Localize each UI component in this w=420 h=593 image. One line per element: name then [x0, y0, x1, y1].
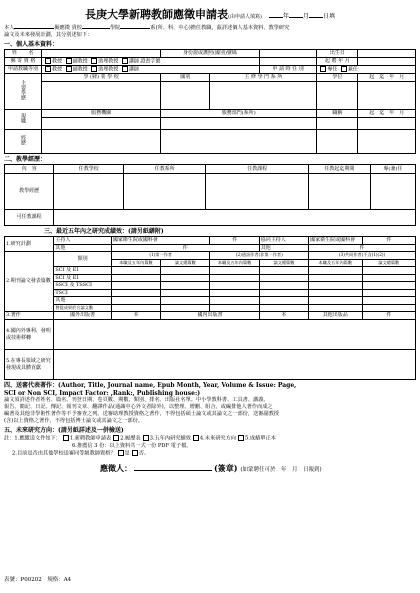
pi-label: 主持人 [54, 237, 112, 245]
form-title: 長庚大學新聘教師應徵申請表 [85, 8, 229, 21]
signature-field[interactable] [134, 470, 212, 471]
journal-cell[interactable] [161, 267, 210, 275]
month-blank[interactable] [289, 17, 303, 18]
journal-cell[interactable] [161, 289, 210, 297]
college-blank[interactable] [82, 28, 110, 29]
signature-row [100, 463, 416, 474]
year-label: 年 [282, 13, 289, 20]
job-history-period[interactable] [358, 130, 416, 154]
rank-lect-label: 講師 [128, 66, 139, 73]
sub-header-2: 論文總篇數 [161, 259, 210, 267]
section4-para-2: 報告、簡記、日記、傳記、報刊文章、翻譯作品(通識中心外文者除外)，以整理、增刪、組合、或編排他人著作而成之 [4, 404, 273, 410]
copi-label: 協同主持人 [259, 237, 308, 245]
other-pub-count[interactable]: 件 [362, 312, 415, 320]
edu-major-field[interactable] [210, 82, 317, 110]
section3-heading: 三、最近五年內之研究成績效：(請另紙繕附) [44, 228, 164, 235]
journal-cell[interactable] [111, 297, 160, 305]
rank-prof-label: 教授 [51, 66, 62, 73]
journal-cell[interactable] [309, 274, 362, 282]
teach-dept-field[interactable] [124, 174, 206, 210]
section4-para-1: 論文須詳述作者姓名、篇名、刊登日期、卷頁數、期數、類別、排名、出版社名單。中小學教科書、工具書、講義、 [4, 397, 269, 403]
intro-apply: 擬應徵 貴校 [54, 25, 82, 31]
journal-cell[interactable] [309, 282, 362, 290]
journal-cell[interactable] [210, 289, 259, 297]
applicant-name-blank[interactable] [14, 28, 54, 29]
cert-assoc-checkbox[interactable] [66, 58, 72, 64]
job-history-org[interactable] [41, 130, 160, 154]
teach-course-header: 任教課程 [206, 165, 309, 174]
intro-dept: 系(所、科、中心)擔任教職，茲詳述個人基本資料、教學研究 [150, 25, 290, 31]
teach-school-header: 任教學校 [54, 165, 124, 174]
journal-cell[interactable] [161, 282, 210, 290]
journal-cell[interactable] [362, 274, 415, 282]
rank-assoc-label: 副教授 [72, 66, 88, 73]
doc-1-label: 1.新聘教師申請表 [69, 435, 112, 442]
journal-type-row: SCI 及 EI [54, 274, 112, 282]
doc-3-checkbox[interactable] [143, 435, 149, 441]
job-history-dept[interactable] [161, 130, 317, 154]
notes-line1 [4, 435, 416, 443]
edu-side-text: 主要學歷 [19, 80, 26, 101]
journal-cell[interactable] [259, 304, 308, 312]
fulltime-label: 專任 [327, 66, 338, 73]
intro-self: 本人 [4, 25, 15, 31]
yes-label: 是 [124, 450, 130, 456]
id-field[interactable] [259, 50, 317, 58]
domestic-book-count[interactable]: 本 [259, 312, 308, 320]
year-blank[interactable] [269, 17, 283, 18]
domestic-book-label: 國內出版書 [161, 312, 260, 320]
name-label: 姓 名 [5, 50, 42, 58]
cert-asst-label: 助理教授 [98, 58, 119, 65]
job-title-field[interactable] [317, 118, 358, 130]
section4-line2: SCI or Non SCI, Impact Factor: ,Rank:, Publishing house:) [4, 390, 201, 397]
job-org-field[interactable] [41, 118, 160, 130]
teach-school-field[interactable] [54, 174, 124, 210]
cert-lect-checkbox[interactable] [122, 58, 128, 64]
journal-cell[interactable] [309, 304, 362, 312]
books-label: 3.著作 [5, 312, 54, 320]
foreign-book-count[interactable]: 本 [111, 312, 160, 320]
first-author-header: (1)第一作者 [111, 252, 210, 260]
research-plan-label: 1.研究計劃 [5, 237, 54, 252]
section5-heading: 五、未來研究方向：(請另紙詳述及一併檢送) [4, 427, 124, 434]
journal-cell[interactable] [210, 267, 259, 275]
edu-period-header: 起 迄 年 月 [358, 74, 416, 82]
journal-type-row: TSCI [54, 289, 112, 297]
job-history-text: 經歷 [19, 135, 26, 146]
applicant-label: 應徵人： [100, 463, 132, 473]
sub-header-1: 本職及五年內篇數 [111, 259, 160, 267]
parttime-checkbox[interactable] [341, 66, 347, 72]
fulltime-checkbox[interactable] [320, 66, 326, 72]
contribution-field[interactable] [54, 350, 416, 380]
journal-cell[interactable] [362, 297, 415, 305]
teach-dept-header: 任教系所 [124, 165, 206, 174]
section4-para-3: 編著及其他非學術性著作等不予審查之列。送審助理教授資格之著作，不得包括碩士論文或其論文之一部份，送審副教授 [4, 411, 279, 417]
journal-cell[interactable] [259, 282, 308, 290]
title-note: (由申請人填寫) [228, 14, 262, 20]
pi-other-count[interactable]: 件 [111, 244, 259, 252]
journal-type-row: 其他 [54, 297, 112, 305]
journal-cell[interactable] [362, 289, 415, 297]
sub-header-6: 論文總篇數 [362, 259, 415, 267]
journal-cell[interactable] [309, 289, 362, 297]
edu-major-header: 主 修 學 門 系 所 [210, 74, 317, 82]
rank-lect-checkbox[interactable] [122, 66, 128, 72]
job-period-field[interactable] [358, 118, 416, 130]
cert-assoc-label: 副教授 [72, 58, 88, 65]
name-field[interactable] [41, 50, 160, 58]
job-side-label [5, 110, 42, 130]
teach-type-header: 專(兼)任 [370, 165, 415, 174]
journal-cell[interactable] [309, 267, 362, 275]
rank-label: 申請教職等別 [5, 66, 42, 74]
teach-type-field[interactable] [370, 174, 415, 210]
edu-country-header: 國別 [161, 74, 210, 82]
report-note: (如蒙聘任可於 年 月 日報到) [240, 467, 322, 473]
journal-cell[interactable] [111, 282, 160, 290]
edu-country-field[interactable] [161, 82, 210, 110]
section2-heading: 二、教學經歷： [4, 156, 47, 163]
edu-period-field[interactable] [358, 82, 416, 110]
journal-cell[interactable] [161, 304, 210, 312]
journal-type-row: SCI 及 EI [54, 267, 112, 275]
job-history-title[interactable] [317, 130, 358, 154]
journal-cell[interactable] [210, 282, 259, 290]
journal-label: 2.期刊論文發表篇數 [5, 252, 54, 312]
cert-label: 郵 寄 資 格 [5, 58, 42, 66]
cert-lect-label: 講師 [128, 58, 139, 65]
journal-cell[interactable] [161, 297, 210, 305]
employ-type-label: 申 請 時 任 別 [259, 66, 317, 74]
cert-options [41, 58, 259, 66]
edu-degree-header: 學位 [317, 74, 358, 82]
pi-other-label: 其他 [54, 244, 112, 252]
contribution-label: 5.在專長領域之研究發現或具體貢獻 [5, 350, 54, 380]
rank-assoc-checkbox[interactable] [66, 66, 72, 72]
copi-nhri-label: 國家衛生院或國科會 [309, 237, 362, 245]
job-dept-field[interactable] [161, 118, 317, 130]
journal-cell[interactable] [362, 282, 415, 290]
copi-nhri-count[interactable]: 件 [362, 237, 415, 245]
journal-cell[interactable] [111, 274, 160, 282]
job-title-header: 職稱 [317, 110, 358, 118]
journal-cell[interactable] [309, 297, 362, 305]
teach-period-field[interactable] [309, 174, 371, 210]
section4-heading: 四、送審代表著作：(Author, Title, Journal name, Epub Month, Year, Volume & Issue: Page, [4, 382, 297, 389]
edu-side-label [5, 74, 42, 110]
doc-2-label: 2.履歷表 [120, 435, 141, 442]
rank-asst-label: 助理教授 [98, 66, 119, 73]
section1-heading: 一、個人基本資料： [4, 41, 59, 48]
hire-date-label: 起 聘 年 月 [317, 58, 358, 66]
cert-asst-checkbox[interactable] [91, 58, 97, 64]
copi-other-label: 其他 [259, 244, 308, 252]
no-checkbox[interactable] [132, 450, 138, 456]
job-org-header: 服務機關 [41, 110, 160, 118]
intro-college: 學院 [109, 25, 121, 31]
notes-prefix: 註：1.應繳送文件如下： [4, 435, 61, 442]
doc-5-checkbox[interactable] [238, 435, 244, 441]
patent-field[interactable] [54, 320, 416, 350]
id-label: 身份證或護照(國別)號碼 [161, 50, 260, 58]
intro-text [4, 25, 416, 39]
job-current-text: 現職 [19, 113, 26, 124]
cert-prof-checkbox[interactable] [45, 58, 51, 64]
job-history-label [5, 130, 42, 154]
copi-other-count[interactable]: 件 [309, 244, 416, 252]
doc-2-checkbox[interactable] [113, 435, 119, 441]
rank-prof-checkbox[interactable] [45, 66, 51, 72]
journal-cell[interactable] [111, 289, 160, 297]
day-label: 日填 [322, 13, 335, 20]
co-author-header: (3)共同作者(不含(1)(2)) [309, 252, 416, 260]
journal-cell[interactable] [259, 289, 308, 297]
teaching-table [4, 164, 416, 226]
birth-label: 出生日 [317, 50, 358, 58]
teach-content-header: 內 容 [5, 165, 54, 174]
teach-period-header: 任教起迄期間 [309, 165, 371, 174]
journal-cell[interactable] [111, 267, 160, 275]
journal-type-row: 曾提成果於合論文數 [54, 304, 112, 312]
corr-author-header: (2)通訊作者(非第一作者) [210, 252, 309, 260]
cert-number-field[interactable] [259, 58, 317, 66]
cert-prof-label: 教授 [51, 58, 62, 65]
journal-cell[interactable] [111, 304, 160, 312]
edu-degree-field[interactable] [317, 82, 358, 110]
dept-blank[interactable] [120, 28, 150, 29]
other-pub-label: 其他出版品 [309, 312, 362, 320]
birth-field[interactable] [358, 50, 416, 58]
rank-options [41, 66, 259, 74]
doc-5-label: 5.成績單正本 [244, 435, 276, 442]
sign-label: (簽章) [214, 463, 238, 473]
job-period-header: 起 迄 年 月 [358, 110, 416, 118]
month-label: 月 [302, 13, 309, 20]
foreign-book-label: 國外出版書 [54, 312, 112, 320]
doc-1-checkbox[interactable] [63, 435, 69, 441]
journal-type-row: SSCI 及 TSSCI [54, 282, 112, 290]
doc-4-label: 4.未來研究方向 [199, 435, 236, 442]
journal-cell[interactable] [362, 304, 415, 312]
journal-cell[interactable] [362, 267, 415, 275]
date-fill [267, 13, 335, 20]
no-label: 否。 [138, 450, 150, 456]
teachable-label: 可任教課程 [5, 210, 54, 226]
teachable-field[interactable] [54, 210, 416, 226]
journal-cell[interactable] [259, 267, 308, 275]
application-form [4, 4, 416, 589]
pi-nhri-count[interactable]: 件 [210, 237, 259, 245]
rank-asst-checkbox[interactable] [91, 66, 97, 72]
teach-course-field[interactable] [206, 174, 309, 210]
journal-cell[interactable] [210, 297, 259, 305]
section4-para-4: (含)以上資格之著作，不得包括博士論文或其論文之一部份。 [4, 418, 143, 424]
teach-history-label: 教學經歷 [5, 174, 54, 210]
basic-info-table [4, 49, 416, 154]
pi-nhri-label: 國家衛生院或國科會 [111, 237, 210, 245]
notes-line2: 6.推薦信 3 份：以上資料共一式一份 PDF 電子檔。 [72, 442, 192, 449]
journal-type-header: 類別 [54, 252, 112, 267]
intro-line2: 論文及未來發展計劃，其分別述如下： [4, 32, 93, 38]
edu-school-field[interactable] [41, 82, 160, 110]
journal-cell[interactable] [259, 297, 308, 305]
patent-label: 4.國內外專利、發明或技術移轉 [5, 320, 54, 350]
journal-cell[interactable] [210, 304, 259, 312]
yes-checkbox[interactable] [118, 450, 124, 456]
notes-line3 [4, 450, 416, 458]
form-footer: 表號：P00202 規格：A4 [4, 577, 72, 583]
sub-header-5: 本職及五年內篇數 [309, 259, 362, 267]
cert-number-label: 證書字號 [140, 58, 161, 65]
doc-3-label: 3.五年內研究績效 [149, 435, 191, 442]
sub-header-4: 論文總篇數 [259, 259, 308, 267]
employ-type-options [317, 66, 416, 74]
journal-cell[interactable] [210, 274, 259, 282]
title-row [4, 6, 416, 24]
research-table [4, 236, 416, 380]
journal-cell[interactable] [259, 274, 308, 282]
doc-4-checkbox[interactable] [193, 435, 199, 441]
journal-cell[interactable] [161, 274, 210, 282]
other-school-question: 2.目前是否由其他學校送審同等級教師資格？ [12, 450, 116, 456]
parttime-label: 兼任 [347, 66, 358, 73]
day-blank[interactable] [309, 17, 323, 18]
edu-school-header: 學 (肄) 業 學 校 [41, 74, 160, 82]
hire-date-field[interactable] [358, 58, 416, 66]
sub-header-3: 本職及五年內篇數 [210, 259, 259, 267]
job-dept-header: 服務部門(系所) [161, 110, 317, 118]
